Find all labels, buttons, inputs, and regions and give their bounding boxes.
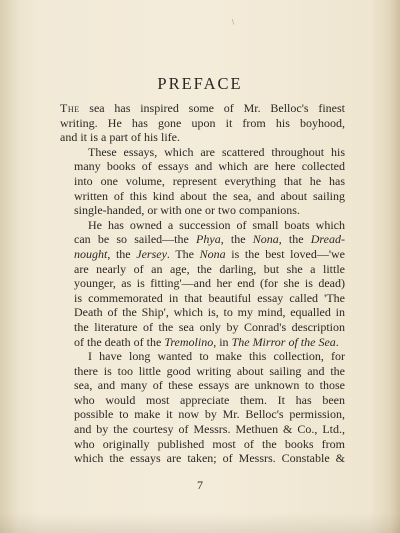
body-text (60, 101, 345, 466)
text-line: is commemorated in that beautiful essay called 'The (74, 290, 345, 305)
text-line: These essays, which are scattered throughout his (88, 144, 345, 159)
text-line: He has owned a succession of small boats which (88, 217, 345, 232)
text-line: there is too little good writing about sailing and the (74, 363, 345, 378)
text-line: and it is a part of his life. (60, 130, 180, 145)
text-line: who would most appreciate them. It has been (74, 392, 345, 407)
text-line: nought, the Jersey. The Nona is the best loved—'we (74, 246, 345, 261)
text-line: and by the courtesy of Messrs. Methuen & Co., Ltd., (74, 422, 345, 437)
text-line: of the death of the Tremolino, in The Mirror of the Sea. (74, 334, 339, 349)
text-line: can be so sailed—the Phya, the Nona, the Dread- (74, 232, 345, 247)
text-line: younger, as is fitting'—and her end (for she is dead) (74, 276, 345, 291)
paragraph-4 (60, 349, 345, 466)
text-line: sea, and many of these essays are unknown to those (74, 378, 345, 393)
page-shadow (0, 513, 400, 533)
paragraph-1 (60, 101, 345, 145)
text-line: the literature of the sea only by Conrad's description (74, 319, 345, 334)
page-title: PREFACE (157, 74, 243, 93)
text-line: into one volume, represent everything that he has (74, 173, 345, 188)
text-line: possible to make it now by Mr. Belloc's permission, (74, 407, 345, 422)
text-line: writing. He has gone upon it from his boyhood, (60, 115, 345, 130)
text-line: written of this kind about the sea, and about sailing (74, 188, 345, 203)
text-line: which the essays are taken; of Messrs. Constable & (74, 451, 345, 466)
page-mark: \ (232, 19, 235, 26)
text-line: Death of the Ship', which is, to my mind, equalled in (74, 305, 345, 320)
text-line: who originally published most of the books from (74, 436, 345, 451)
drop-lead: The (60, 101, 80, 115)
page-number: 7 (197, 478, 203, 492)
paragraph-3 (60, 218, 345, 349)
text-line: The sea has inspired some of Mr. Belloc's finest (60, 101, 345, 115)
text-line: I have long wanted to make this collection, for (88, 349, 345, 364)
text-line: many books of essays and which are here collected (74, 159, 345, 174)
paragraph-2 (60, 145, 345, 218)
text-line: single-handed, or with one or two companions. (74, 203, 300, 218)
text-line: are nearly of an age, the darling, but she a little (74, 261, 345, 276)
